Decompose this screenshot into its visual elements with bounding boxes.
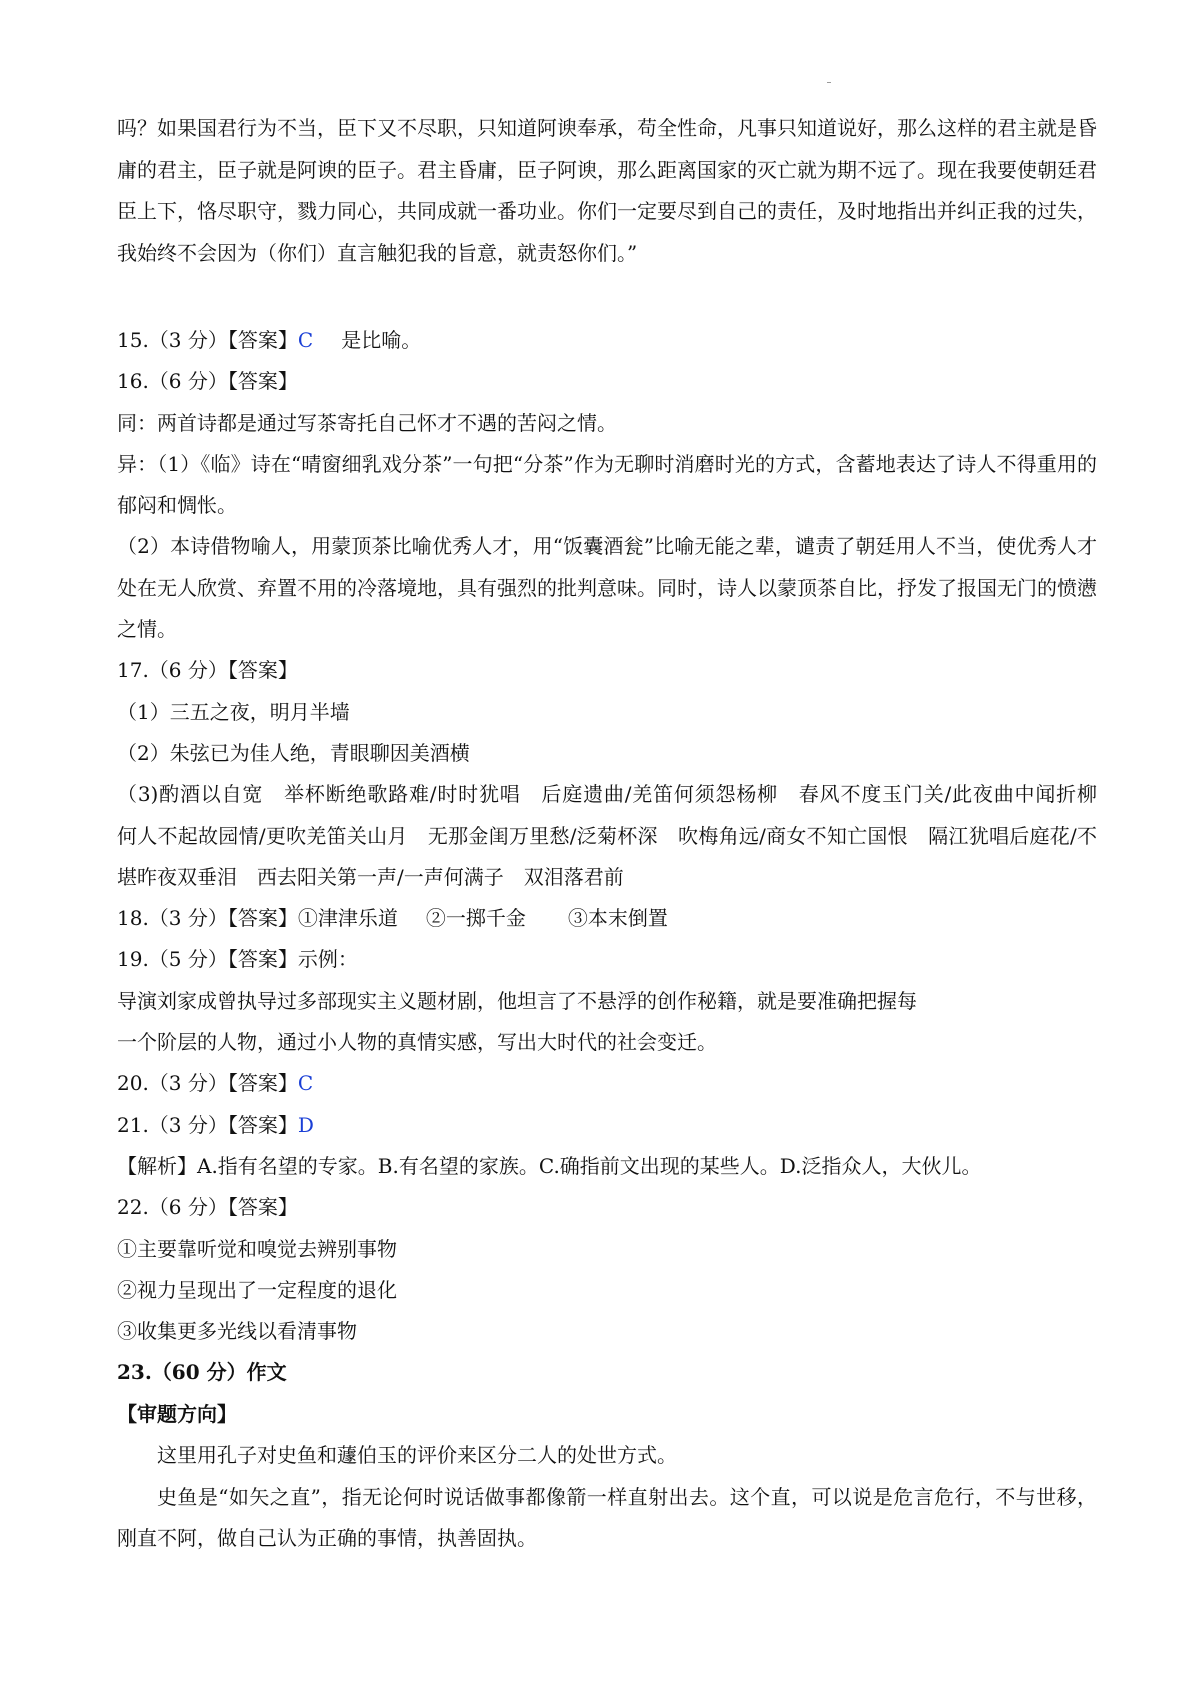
q21-prefix: 21.（3 分）【答案】 — [117, 1112, 298, 1137]
q15-answer — [117, 320, 1097, 361]
q21-choice: D — [297, 1112, 314, 1137]
q22-answer-3: ③收集更多光线以看清事物 — [117, 1319, 357, 1344]
q23-header: 23.（60 分）作文 — [117, 1360, 287, 1385]
q22-answer-1: ①主要靠听觉和嗅觉去辨别事物 — [117, 1236, 397, 1261]
q17-answer-1: （1）三五之夜，明月半墙 — [117, 699, 350, 724]
q23-section-title: 【审题方向】 — [117, 1401, 237, 1426]
q19-line-1: 导演刘家成曾执导过多部现实主义题材剧，他坦言了不悬浮的创作秘籍，就是要准确把握每 — [117, 988, 917, 1013]
q17-answer-3: （3)酌酒以自宽 举杯断绝歌路难/时时犹唱 后庭遗曲/羌笛何须怨杨柳 春风不度玉门关/此夜曲中闻折柳 何人不起故园情/更吹羌笛关山月 无那金闺万里愁/泛菊杯深 吹梅角远/商女不知亡国恨 隔江犹唱后庭花/不堪昨夜双垂泪 西去阳关第一声/一声何满子 双泪落君前 — [117, 782, 1117, 889]
q20-prefix: 20.（3 分）【答案】 — [117, 1071, 298, 1096]
q16-diff1: 异：（1）《临》诗在“晴窗细乳戏分茶”一句把“分茶”作为无聊时消磨时光的方式，含蓄地表达了诗人不得重用的郁闷和惆怅。 — [117, 451, 1097, 518]
q16-header: 16.（6 分）【答案】 — [117, 369, 298, 394]
q19-line-2: 一个阶层的人物，通过小人物的真情实感，写出大时代的社会变迁。 — [117, 1030, 717, 1055]
q16-same: 同：两首诗都是通过写茶寄托自己怀才不遇的苦闷之情。 — [117, 410, 617, 435]
q15-prefix: 15.（3 分）【答案】 — [117, 328, 298, 352]
q21-answer — [117, 1105, 1097, 1146]
q17-answer-2: （2）朱弦已为佳人绝，青眼聊因美酒横 — [117, 740, 470, 765]
q23-paragraph-1: 这里用孔子对史鱼和蘧伯玉的评价来区分二人的处世方式。 — [157, 1443, 677, 1468]
q15-choice: C — [297, 328, 314, 352]
q17-header: 17.（6 分）【答案】 — [117, 658, 298, 683]
q22-answer-2: ②视力呈现出了一定程度的退化 — [117, 1277, 397, 1302]
q20-answer — [117, 1063, 1097, 1104]
page-content — [117, 108, 1117, 1560]
q18-answer-2: ②一掷千金 — [425, 906, 526, 931]
page-mark — [827, 82, 831, 83]
q18-prefix: 18.（3 分）【答案】 — [117, 906, 298, 931]
q21-analysis: 【解析】A.指有名望的专家。B.有名望的家族。C.确指前文出现的某些人。D.泛指众人，大伙儿。 — [117, 1153, 982, 1178]
q20-choice: C — [297, 1071, 314, 1096]
q23-paragraph-2: 史鱼是“如矢之直”，指无论何时说话做事都像箭一样直射出去。这个直，可以说是危言危行，不与世移，刚直不阿，做自己认为正确的事情，执善固执。 — [117, 1484, 1097, 1551]
q18-answer-1: ①津津乐道 — [297, 906, 398, 931]
q18-answer — [117, 898, 1097, 939]
q15-note: 是比喻。 — [341, 328, 422, 352]
translation-paragraph: 吗？如果国君行为不当，臣下又不尽职，只知道阿谀奉承，苟全性命，凡事只知道说好，那么这样的君主就是昏庸的君主，臣子就是阿谀的臣子。君主昏庸，臣子阿谀，那么距离国家的灭亡就为期不远了。现在我要使朝廷君臣上下，恪尽职守，戮力同心，共同成就一番功业。你们一定要尽到自己的责任，及时地指出并纠正我的过失，我始终不会因为（你们）直言触犯我的旨意，就责怒你们。” — [117, 116, 1097, 265]
q19-header: 19.（5 分）【答案】示例： — [117, 947, 358, 972]
q16-diff2: （2）本诗借物喻人，用蒙顶茶比喻优秀人才，用“饭囊酒瓮”比喻无能之辈，谴责了朝廷用人不当，使优秀人才处在无人欣赏、弃置不用的冷落境地，具有强烈的批判意味。同时，诗人以蒙顶茶自比，抒发了报国无门的愤懑之情。 — [117, 534, 1097, 642]
q22-header: 22.（6 分）【答案】 — [117, 1195, 298, 1220]
q18-answer-3: ③本末倒置 — [567, 906, 668, 931]
